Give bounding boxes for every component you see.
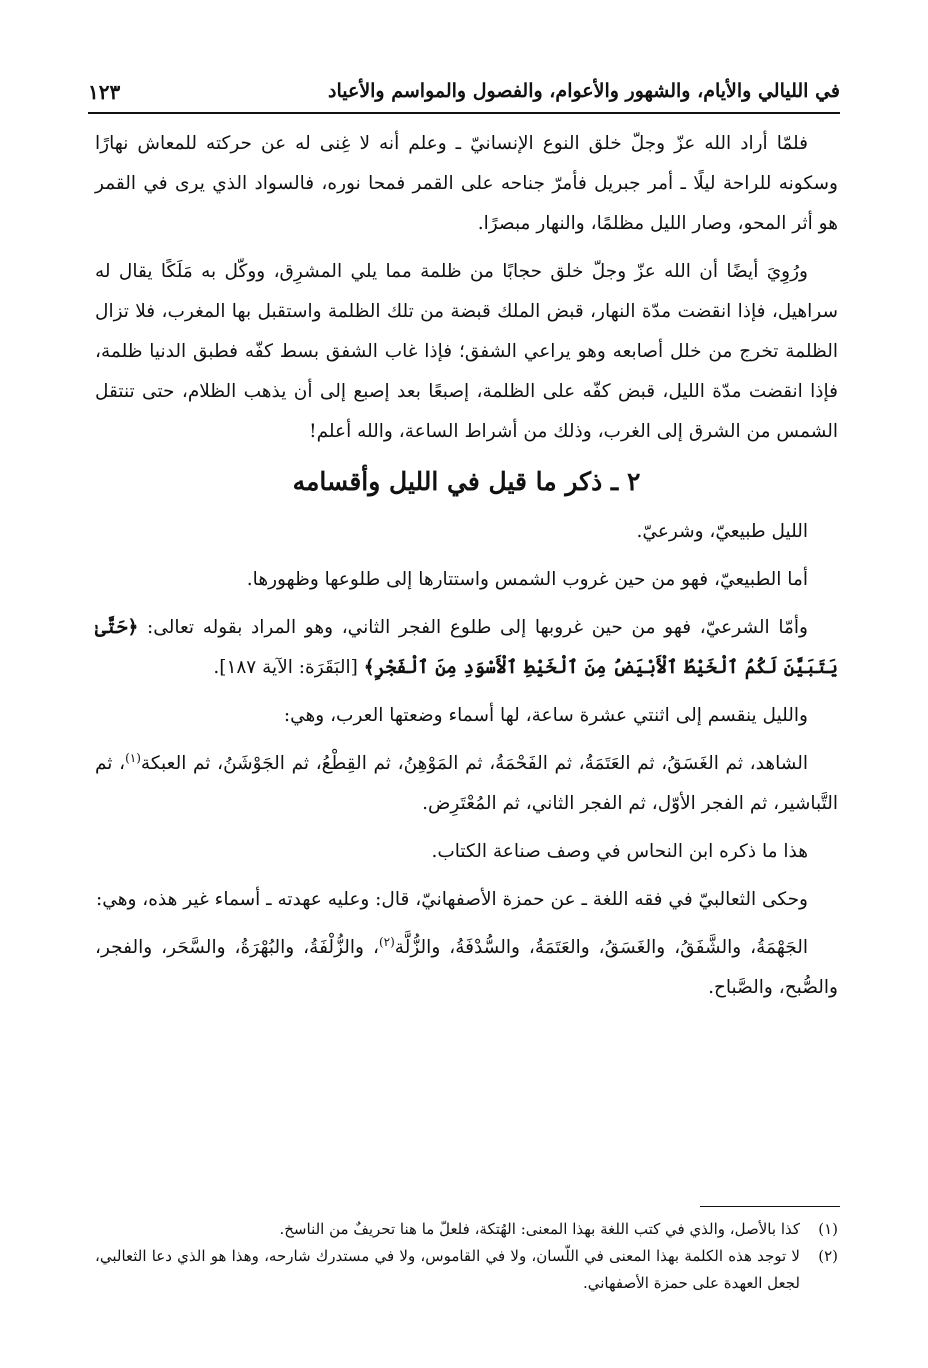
paragraph-9: وحكى الثعالبيّ في فقه اللغة ـ عن حمزة الأصفهانيّ، قال: وعليه عهدته ـ أسماء غير هذه، وهي: [96,889,808,910]
paragraph-10-end: ، والزُّلْفَةُ، والبُهْرَةُ، والسَّحَر، والفجر، والصُّبح، والصَّباح. [95,937,838,998]
paragraph-10-start: الجَهْمَةُ، والشَّفَقُ، والغَسَقُ، والعَتَمَةُ، والسُّدْفَةُ، والزُّلَّة [394,937,808,958]
paragraph-3: الليل طبيعيّ، وشرعيّ. [636,521,808,542]
paragraph-7 [95,744,838,824]
footnotes [95,1216,838,1297]
paragraph-7-start: الشاهد، ثم الغَسَقُ، ثم العَتَمَةُ، ثم الفَحْمَةُ، ثم المَوْهِنُ، ثم القِطْعُ، ثم الجَوْشَنُ، ثم العبكة [140,753,808,774]
page-header [88,78,840,114]
paragraph-10 [95,928,838,1008]
paragraph-2: ورُوِيَ أيضًا أن الله عزّ وجلّ خلق حجابًا من ظلمة مما يلي المشرِق، ووكّل به مَلَكًا يقال له سراهيل، فإذا انقضت مدّة النهار، قبض الملك قبضة من تلك الظلمة واستقبل بها المغرب، فلا تزال الظلمة تخرج من خلل أصابعه وهو يراعي الشفق؛ فإذا غاب الشفق بسط كفّه فطبق الدنيا ظلمة، فإذا انقضت مدّة الليل، قبض كفّه على الظلمة، إصبعًا بعد إصبع إلى أن يذهب الظلام، حتى تنتقل الشمس من الشرق إلى الغرب، وذلك من أشراط الساعة، والله أعلم! [95,261,838,442]
footnote-text: كذا بالأصل، والذي في كتب اللغة بهذا المعنى: الهُتكة، فلعلّ ما هنا تحريفٌ من الناسخ. [279,1220,800,1238]
footnote-ref-2: (٢) [378,934,395,949]
footnote-text: لا توجد هذه الكلمة بهذا المعنى في اللّسان، ولا في القاموس، ولا في مستدرك شارحه، وهذا هو الذي دعا الثعالبي، لجعل العهدة على حمزة الأصفهاني. [95,1247,800,1292]
paragraph-8: هذا ما ذكره ابن النحاس في وصف صناعة الكتاب. [431,841,808,862]
verse-reference: [البَقَرَة: الآية ١٨٧]. [213,657,364,678]
running-title: في الليالي والأيام، والشهور والأعوام، والفصول والمواسم والأعياد [328,80,840,102]
paragraph-5-start: وأمّا الشرعيّ، فهو من حين غروبها إلى طلوع الفجر الثاني، وهو المراد بقوله تعالى: [138,617,808,638]
paragraph-7-end: ، ثم التَّباشير، ثم الفجر الأوّل، ثم الفجر الثاني، ثم المُعْتَرِض. [95,753,838,814]
paragraph-1: فلمّا أراد الله عزّ وجلّ خلق النوع الإنسانيّ ـ وعلم أنه لا غِنى له عن حركته للمعاش نهارًا وسكونه للراحة ليلًا ـ أمر جبريل فأمرّ جناحه على القمر فمحا نوره، فالسواد الذي يرى في القمر هو أثر المحو، وصار الليل مظلمًا، والنهار مبصرًا. [95,133,838,234]
footnote-number: (١) [818,1220,838,1238]
footnote-2 [95,1243,838,1297]
footnote-ref-1: (١) [125,750,141,765]
quran-verse: ﴿حَتَّىٰ يَتَبَيَّنَ لَكُمُ ٱلْخَيْطُ ٱلْأَبْيَضُ مِنَ ٱلْخَيْطِ ٱلْأَسْوَدِ مِنَ ٱلْفَجْرِ﴾ [95,617,838,678]
footnote-divider [700,1206,840,1207]
paragraph-4: أما الطبيعيّ، فهو من حين غروب الشمس واستتارها إلى طلوعها وظهورها. [246,569,808,590]
footnote-1 [95,1216,838,1243]
paragraph-6: والليل ينقسم إلى اثنتي عشرة ساعة، لها أسماء وضعتها العرب، وهي: [283,705,808,726]
footnote-number: (٢) [818,1247,838,1265]
section-heading: ٢ ـ ذكر ما قيل في الليل وأقسامه [292,467,641,496]
main-text [95,124,838,1016]
page-number: ١٢٣ [88,80,121,104]
paragraph-5 [95,608,838,688]
